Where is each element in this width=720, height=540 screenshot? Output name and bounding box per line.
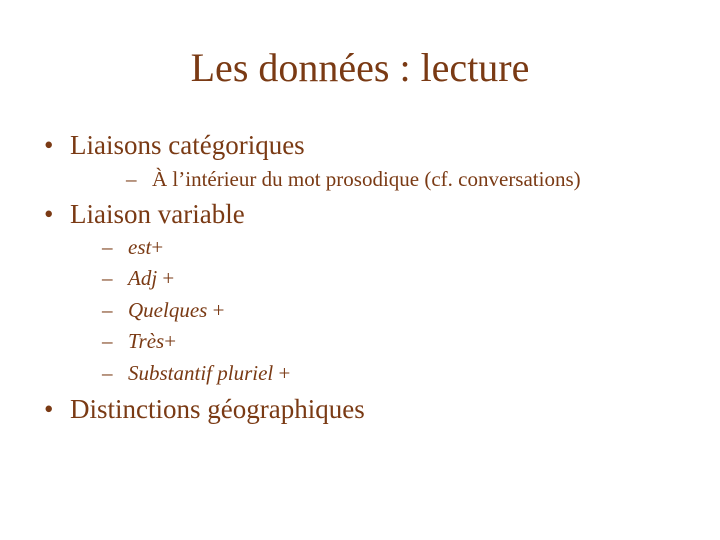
subitem-interieur-mot-prosodique bbox=[126, 165, 581, 193]
dash-icon: – bbox=[102, 298, 113, 322]
bullet-icon: • bbox=[44, 199, 54, 229]
subitem-quelques bbox=[102, 296, 224, 324]
subitem-adj bbox=[102, 264, 174, 292]
subitem-est bbox=[102, 233, 163, 261]
subitem-text: À l’intérieur du mot prosodique (cf. conversations) bbox=[152, 167, 581, 191]
slide-title: Les données : lecture bbox=[190, 45, 530, 90]
dash-icon: – bbox=[102, 235, 113, 259]
bullet-text: Liaison variable bbox=[70, 199, 245, 229]
subitem-plus: + bbox=[151, 235, 164, 259]
bullet-item-liaison-variable bbox=[44, 198, 245, 230]
subitem-plus: + bbox=[207, 298, 225, 322]
subitem-text: Très bbox=[128, 329, 165, 353]
dash-icon: – bbox=[102, 329, 113, 353]
subitem-text: Substantif pluriel bbox=[128, 361, 274, 385]
bullet-icon: • bbox=[44, 130, 54, 160]
dash-icon: – bbox=[102, 266, 113, 290]
subitem-plus: + bbox=[157, 266, 175, 290]
bullet-icon: • bbox=[44, 394, 54, 424]
bullet-text: Liaisons catégoriques bbox=[70, 130, 305, 160]
dash-icon: – bbox=[126, 167, 137, 191]
subitem-tres bbox=[102, 327, 176, 355]
dash-icon: – bbox=[102, 361, 113, 385]
subitem-plus: + bbox=[164, 329, 177, 353]
bullet-item-liaisons-categoriques bbox=[44, 129, 305, 161]
subitem-text: Quelques bbox=[128, 298, 208, 322]
subitem-plus: + bbox=[273, 361, 291, 385]
subitem-text: est bbox=[128, 235, 152, 259]
bullet-item-distinctions-geographiques bbox=[44, 393, 365, 425]
bullet-text: Distinctions géographiques bbox=[70, 394, 365, 424]
subitem-substantif-pluriel bbox=[102, 359, 290, 387]
subitem-text: Adj bbox=[128, 266, 158, 290]
